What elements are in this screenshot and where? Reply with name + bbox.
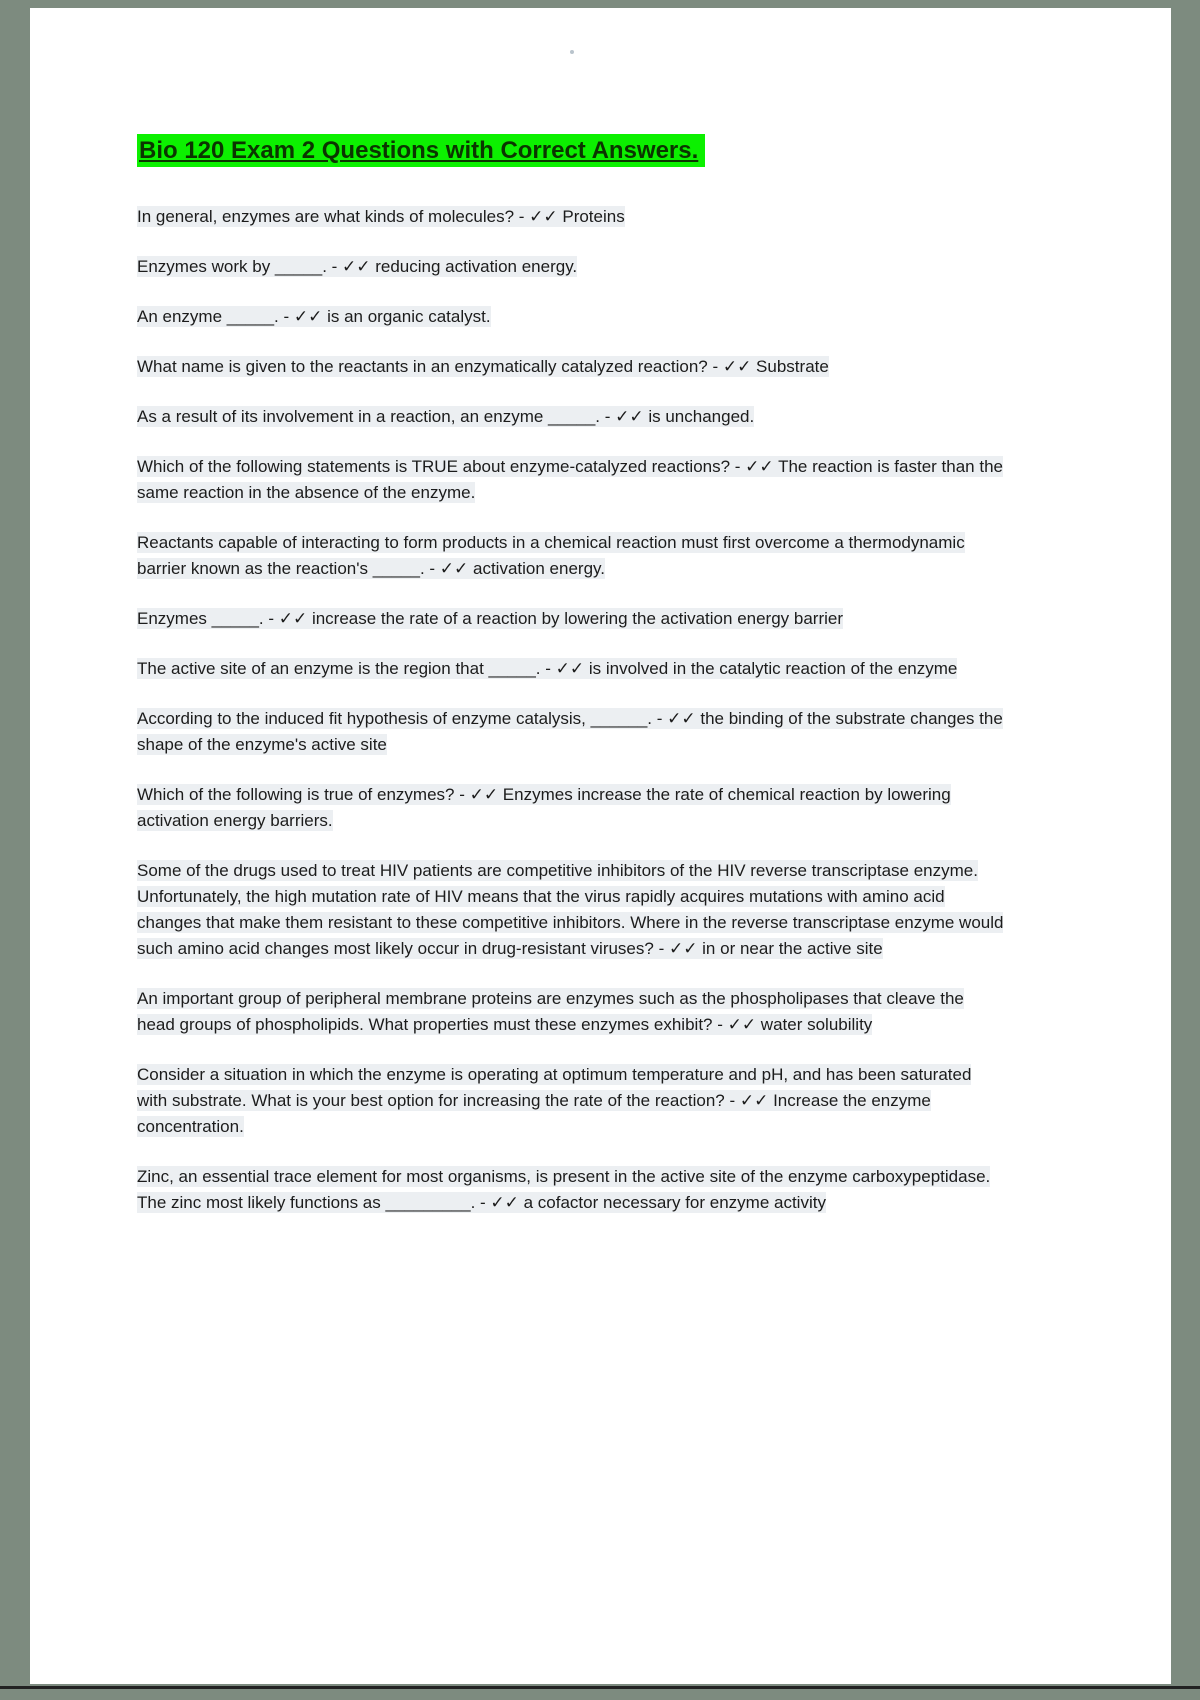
document-content — [30, 8, 1107, 1216]
qa-text: Zinc, an essential trace element for most organisms, is present in the active site of the enzyme carboxypeptidase. The zinc most likely functions as _________. - ✓✓ a cofactor necessary for enzyme activity — [137, 1167, 991, 1212]
qa-text: Which of the following is true of enzymes? - ✓✓ Enzymes increase the rate of chemical reaction by lowering activation energy barriers. — [137, 785, 951, 830]
qa-paragraph — [137, 656, 1005, 682]
qa-list — [137, 204, 1005, 1216]
qa-text: Consider a situation in which the enzyme is operating at optimum temperature and pH, and has been saturated with substrate. What is your best option for increasing the rate of the reaction? - ✓✓ Increase the enzyme concentration. — [137, 1065, 972, 1136]
qa-text: Some of the drugs used to treat HIV patients are competitive inhibitors of the HIV reverse transcriptase enzyme. Unfortunately, the high mutation rate of HIV means that the virus rapidly acquires mutations with amino acid changes that make them resistant to these competitive inhibitors. Where in the reverse transcriptase enzyme would such amino acid changes most likely occur in drug-resistant viruses? - ✓✓ in or near the active site — [137, 861, 1004, 958]
qa-paragraph — [137, 1164, 1005, 1216]
qa-paragraph — [137, 782, 1005, 834]
qa-paragraph — [137, 858, 1005, 962]
qa-text: Enzymes work by _____. - ✓✓ reducing activation energy. — [137, 257, 578, 276]
qa-paragraph — [137, 606, 1005, 632]
qa-paragraph — [137, 706, 1005, 758]
qa-paragraph — [137, 404, 1005, 430]
qa-text: The active site of an enzyme is the region that _____. - ✓✓ is involved in the catalytic reaction of the enzyme — [137, 659, 958, 678]
qa-text: An enzyme _____. - ✓✓ is an organic catalyst. — [137, 307, 491, 326]
qa-text: Reactants capable of interacting to form products in a chemical reaction must first overcome a thermodynamic barrier known as the reaction's _____. - ✓✓ activation energy. — [137, 533, 965, 578]
document-page — [30, 8, 1171, 1684]
qa-paragraph — [137, 1062, 1005, 1140]
page-divider — [0, 1686, 1200, 1689]
qa-paragraph — [137, 354, 1005, 380]
document-title — [137, 136, 1005, 166]
qa-paragraph — [137, 204, 1005, 230]
qa-text: Enzymes _____. - ✓✓ increase the rate of a reaction by lowering the activation energy barrier — [137, 609, 844, 628]
qa-text: An important group of peripheral membrane proteins are enzymes such as the phospholipases that cleave the head groups of phospholipids. What properties must these enzymes exhibit? - ✓✓ water solubility — [137, 989, 964, 1034]
qa-paragraph — [137, 986, 1005, 1038]
document-title-text: Bio 120 Exam 2 Questions with Correct Answers. — [137, 134, 705, 167]
qa-paragraph — [137, 454, 1005, 506]
qa-text: Which of the following statements is TRUE about enzyme-catalyzed reactions? - ✓✓ The reaction is faster than the same reaction in the absence of the enzyme. — [137, 457, 1003, 502]
qa-text: In general, enzymes are what kinds of molecules? - ✓✓ Proteins — [137, 207, 625, 226]
qa-text: According to the induced fit hypothesis of enzyme catalysis, ______. - ✓✓ the binding of the substrate changes the shape of the enzyme's active site — [137, 709, 1003, 754]
qa-text: What name is given to the reactants in an enzymatically catalyzed reaction? - ✓✓ Substrate — [137, 357, 829, 376]
qa-text: As a result of its involvement in a reaction, an enzyme _____. - ✓✓ is unchanged. — [137, 407, 755, 426]
qa-paragraph — [137, 254, 1005, 280]
page-top-mark — [570, 50, 574, 54]
qa-paragraph — [137, 304, 1005, 330]
qa-paragraph — [137, 530, 1005, 582]
